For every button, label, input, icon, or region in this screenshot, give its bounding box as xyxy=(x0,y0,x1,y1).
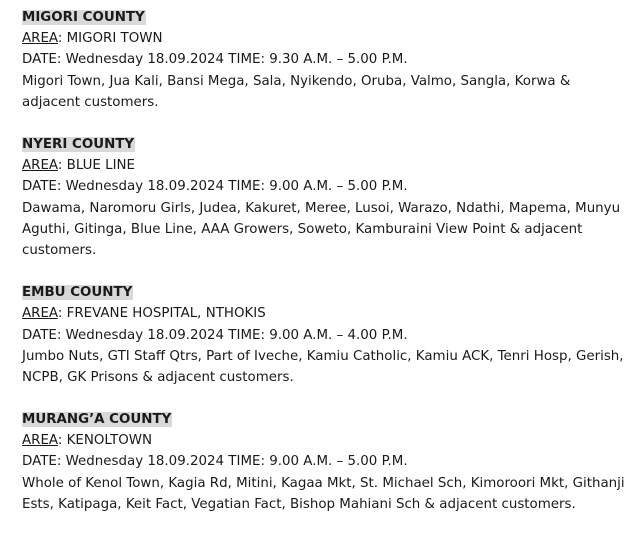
area-label: AREA xyxy=(22,158,58,174)
county-heading: NYERI COUNTY xyxy=(22,136,135,152)
date-time-line: DATE: Wednesday 18.09.2024 TIME: 9.30 A.M. – 5.00 P.M. xyxy=(22,52,408,68)
affected-locations: Migori Town, Jua Kali, Bansi Mega, Sala, Nyikendo, Oruba, Valmo, Sangla, Korwa & adjacent customers. xyxy=(22,73,571,110)
affected-locations: Dawama, Naromoru Girls, Judea, Kakuret, Meree, Lusoi, Warazo, Ndathi, Mapema, Munyu Aguthi, Gitinga, Blue Line, AAA Growers, Soweto, Kamburaini View Point & adjacent customers. xyxy=(22,200,621,258)
county-section xyxy=(22,282,628,388)
county-section xyxy=(22,7,628,113)
area-label: AREA xyxy=(22,306,58,322)
county-section xyxy=(22,409,628,515)
area-label: AREA xyxy=(22,31,58,47)
date-time-line: DATE: Wednesday 18.09.2024 TIME: 9.00 A.M. – 5.00 P.M. xyxy=(22,179,408,195)
area-value: : BLUE LINE xyxy=(57,158,136,174)
area-line xyxy=(22,28,628,49)
area-line xyxy=(22,430,628,451)
date-time-line: DATE: Wednesday 18.09.2024 TIME: 9.00 A.M. – 4.00 P.M. xyxy=(22,327,408,343)
county-section xyxy=(22,134,628,261)
date-time-line: DATE: Wednesday 18.09.2024 TIME: 9.00 A.M. – 5.00 P.M. xyxy=(22,454,408,470)
county-heading-line xyxy=(22,134,628,155)
area-line xyxy=(22,303,628,324)
county-heading-line xyxy=(22,409,628,430)
county-heading: MIGORI COUNTY xyxy=(22,10,145,25)
area-label: AREA xyxy=(22,433,58,449)
county-heading: EMBU COUNTY xyxy=(22,285,133,301)
county-heading: MURANG’A COUNTY xyxy=(22,412,172,428)
area-value: : FREVANE HOSPITAL, NTHOKIS xyxy=(57,306,266,322)
area-value: : KENOLTOWN xyxy=(57,433,153,449)
county-heading-line xyxy=(22,7,628,28)
county-heading-line xyxy=(22,282,628,303)
outage-notice-document xyxy=(22,7,628,536)
affected-locations: Whole of Kenol Town, Kagia Rd, Mitini, Kagaa Mkt, St. Michael Sch, Kimoroori Mkt, Githanji Ests, Katipaga, Keit Fact, Vegatian Fact, Bishop Mahiani Sch & adjacent customers. xyxy=(22,475,625,512)
area-line xyxy=(22,155,628,176)
affected-locations: Jumbo Nuts, GTI Staff Qtrs, Part of Iveche, Kamiu Catholic, Kamiu ACK, Tenri Hosp, Gerish, NCPB, GK Prisons & adjacent customers. xyxy=(22,348,624,385)
area-value: : MIGORI TOWN xyxy=(57,31,163,47)
